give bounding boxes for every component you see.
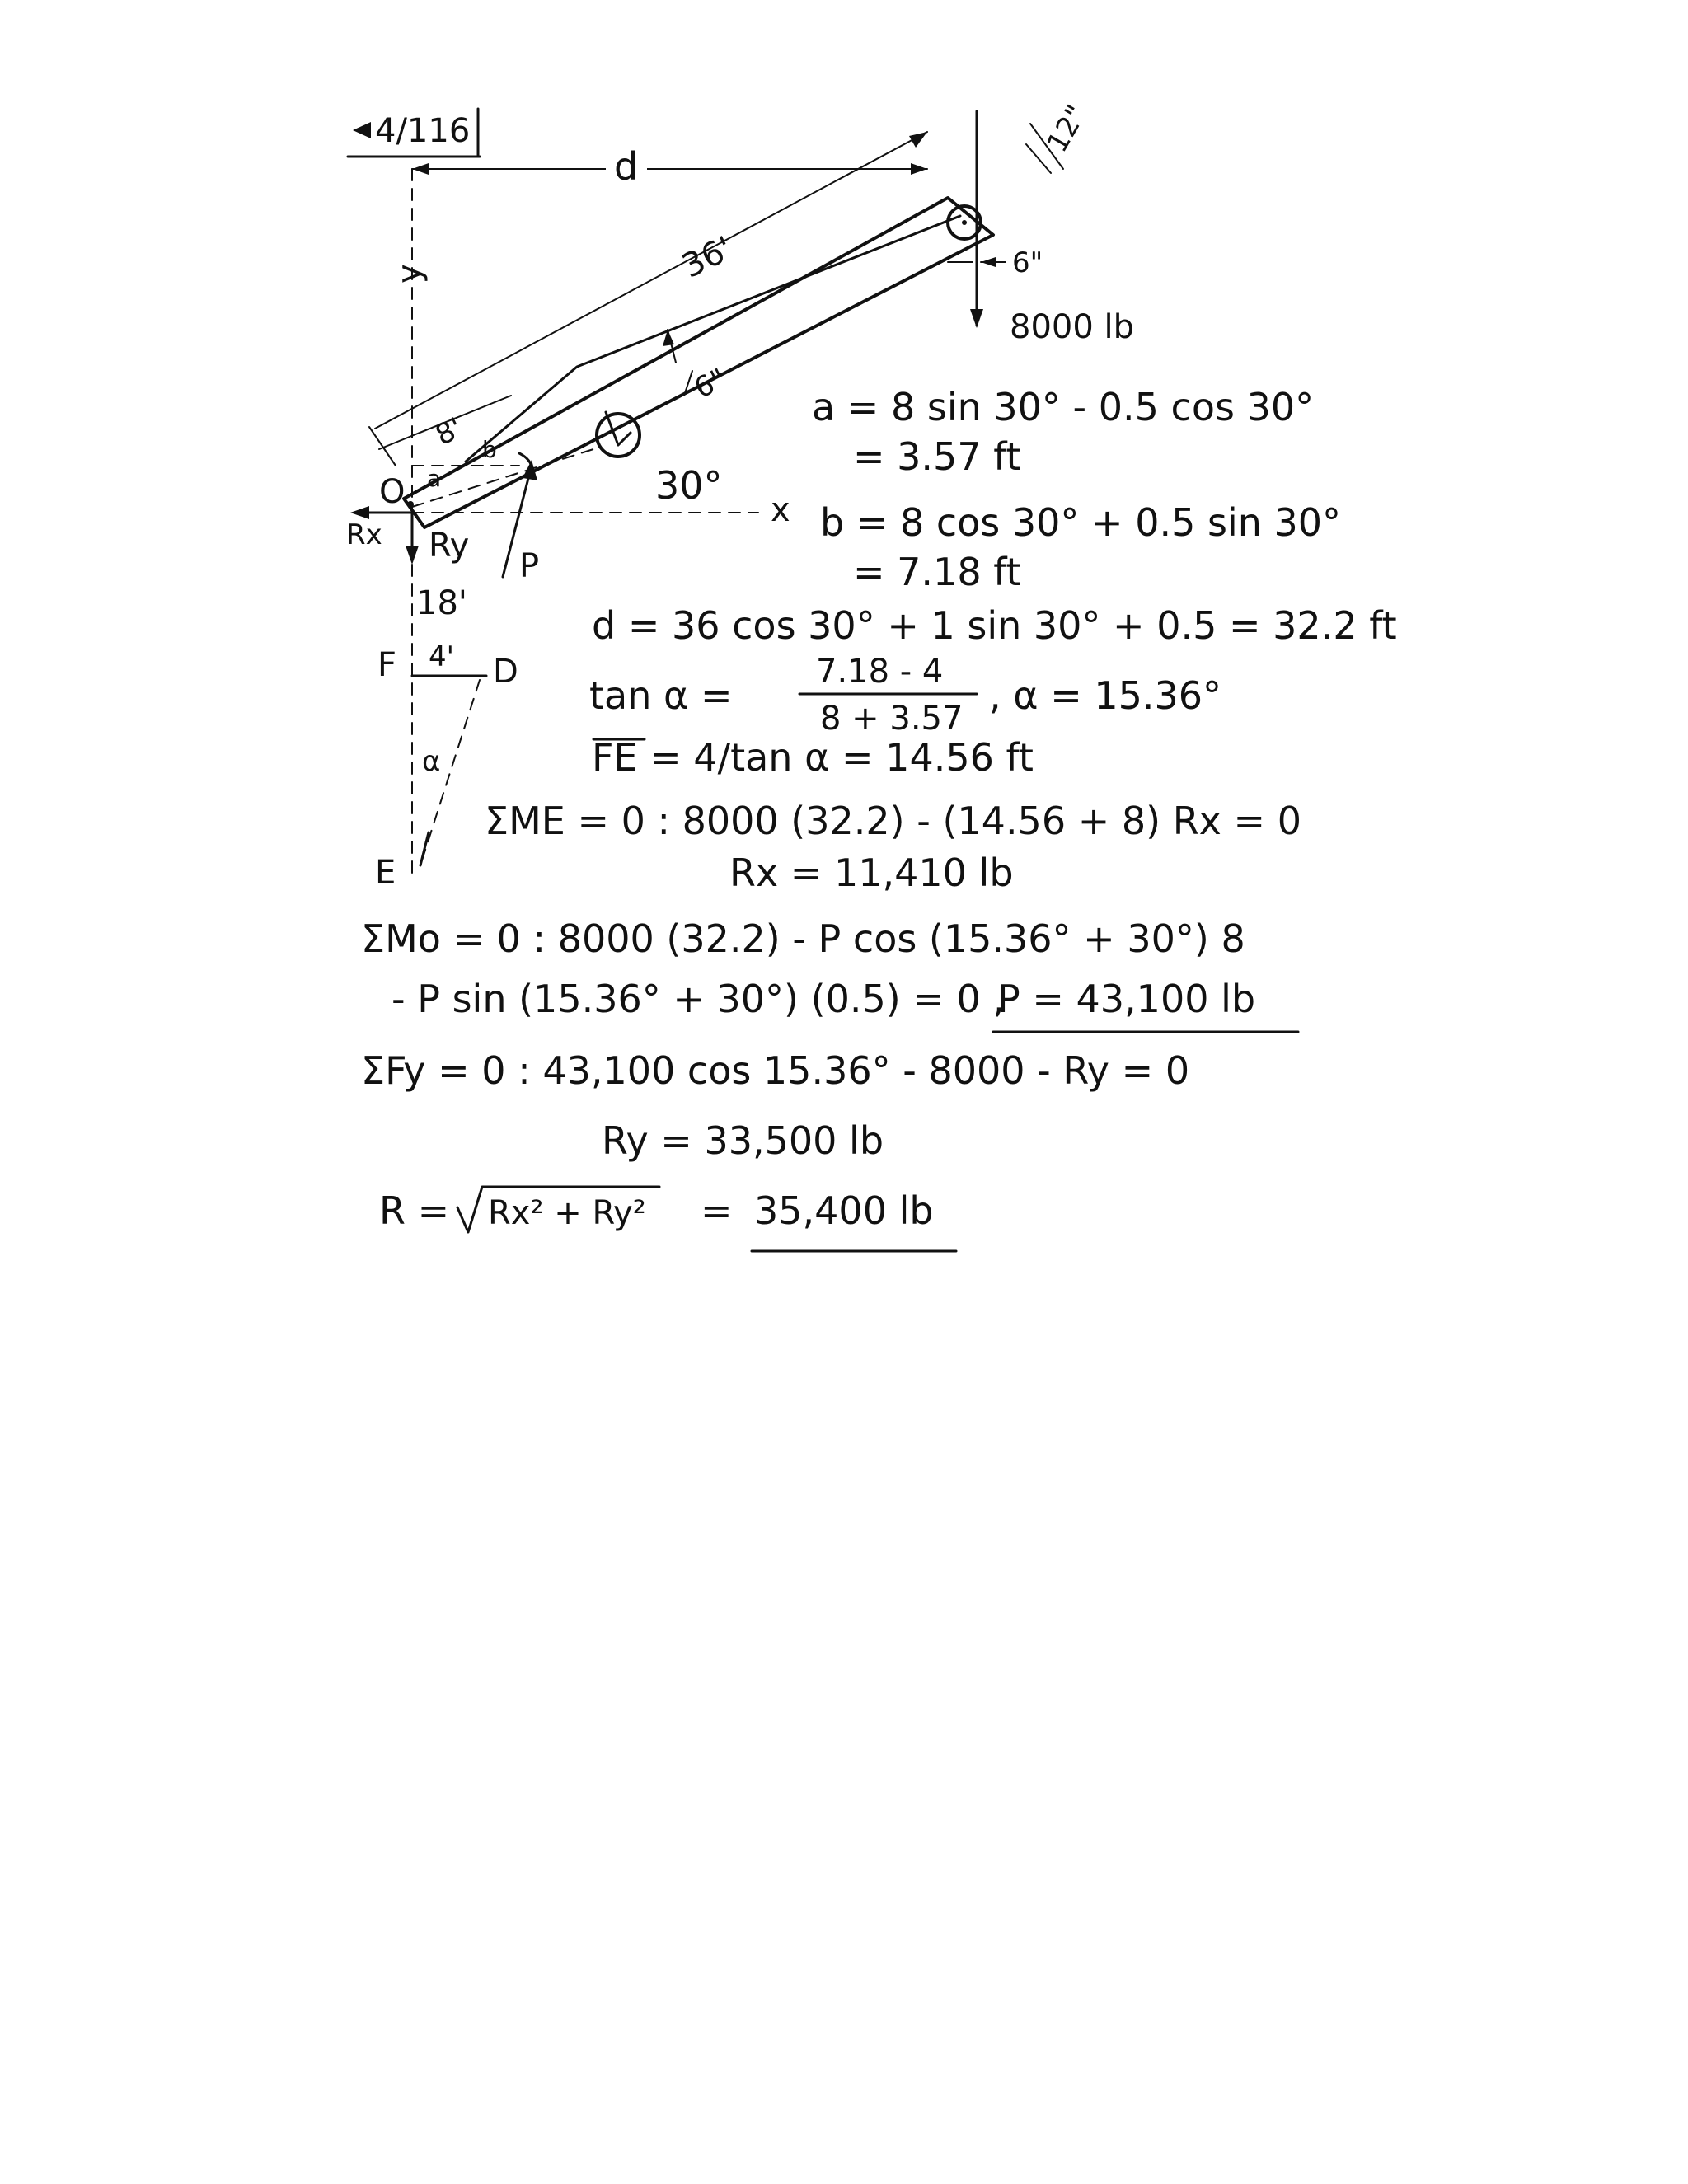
label-y: y	[391, 264, 429, 284]
label-x: x	[771, 491, 790, 529]
eq-rx-value: Rx = 11,410 lb	[729, 851, 1014, 895]
eq-tan-lhs: tan α =	[589, 673, 733, 718]
eq-ry-value: Ry = 33,500 lb	[602, 1118, 884, 1163]
label-30deg: 30°	[655, 463, 723, 508]
label-6in-top: 6"	[1012, 246, 1043, 279]
eq-a: a = 8 sin 30° - 0.5 cos 30°	[812, 385, 1315, 429]
solution-work	[361, 385, 1397, 1251]
eq-moment-E: ΣME = 0 : 8000 (32.2) - (14.56 + 8) Rx = 0	[485, 799, 1301, 843]
label-a: a	[427, 465, 442, 492]
eq-b: b = 8 cos 30° + 0.5 sin 30°	[820, 500, 1342, 545]
label-F: F	[377, 646, 397, 684]
eq-moment-O-line1: ΣMo = 0 : 8000 (32.2) - P cos (15.36° + 30°) 8	[361, 916, 1245, 961]
eq-r-radicand: Rx² + Ry²	[488, 1194, 646, 1232]
label-E: E	[375, 854, 396, 892]
problem-number: 4/116	[375, 112, 471, 150]
eq-r-lhs: R =	[379, 1188, 450, 1233]
eq-alpha-value: , α = 15.36°	[989, 673, 1222, 718]
result-P: P = 43,100 lb	[997, 977, 1256, 1021]
label-P: P	[519, 547, 540, 585]
dim-36-line	[375, 132, 927, 429]
label-Rx: Rx	[346, 518, 382, 551]
eq-b-value: = 7.18 ft	[853, 550, 1021, 594]
label-alpha: α	[422, 745, 441, 778]
label-b: b	[482, 436, 497, 463]
label-36ft: 36'	[676, 229, 739, 286]
label-4ft: 4'	[429, 640, 454, 673]
result-R: 35,400 lb	[754, 1188, 934, 1233]
label-6in-mid: 6"	[689, 362, 732, 405]
problem-number-tag	[348, 109, 480, 157]
eq-moment-O-line2: - P sin (15.36° + 30°) (0.5) = 0 ,	[392, 977, 1005, 1021]
eq-tan-denominator: 8 + 3.57	[820, 700, 964, 738]
label-load: 8000 lb	[1010, 308, 1135, 346]
eq-fe: FE = 4/tan α = 14.56 ft	[592, 735, 1034, 780]
label-d: d	[614, 144, 639, 189]
label-O: O	[379, 473, 406, 511]
eq-tan-numerator: 7.18 - 4	[816, 653, 944, 691]
label-12in: 12"	[1040, 99, 1094, 158]
label-Ry: Ry	[429, 527, 470, 565]
eq-d: d = 36 cos 30° + 1 sin 30° + 0.5 = 32.2 ft	[592, 603, 1397, 648]
label-D: D	[493, 653, 518, 691]
label-8ft: 8'	[430, 411, 468, 452]
label-18ft: 18'	[416, 584, 467, 622]
eq-a-value: = 3.57 ft	[853, 434, 1021, 479]
eq-force-y: ΣFy = 0 : 43,100 cos 15.36° - 8000 - Ry = 0	[361, 1048, 1190, 1093]
eq-r-equals: =	[701, 1188, 733, 1233]
